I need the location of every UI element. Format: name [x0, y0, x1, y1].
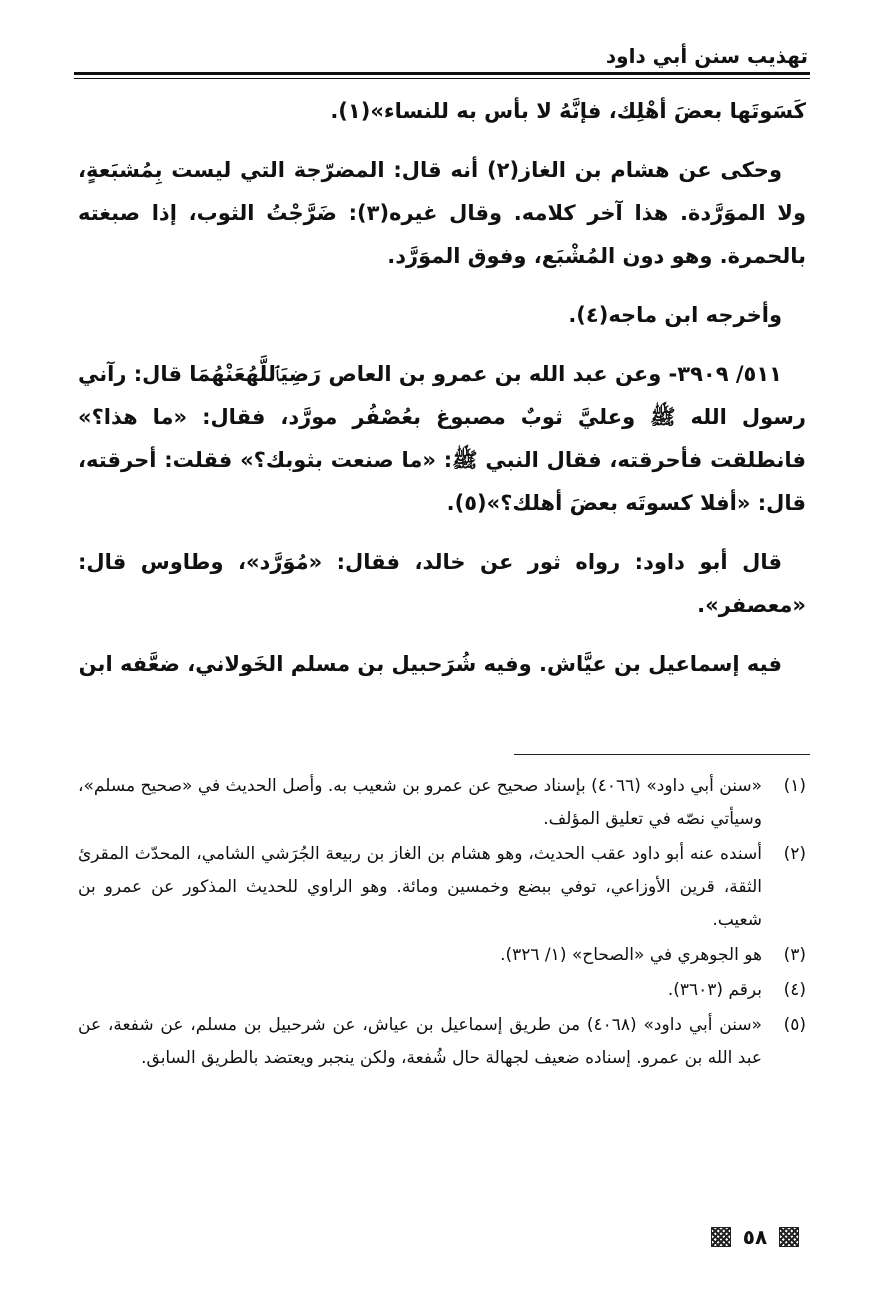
footnote [78, 770, 806, 836]
paragraph: كَسَوتَها بعضَ أهْلِك، فإنَّهُ لا بأس به للنساء»(١). [330, 99, 806, 123]
footnote [78, 939, 806, 972]
footnote [78, 838, 806, 937]
footnote [78, 974, 806, 1007]
main-text [78, 90, 806, 702]
paragraph: وحكى عن هشام بن الغاز(٢) أنه قال: المضرّجة التي ليست بِمُشبَعةٍ، ولا الموَرَّدة. هذا آخر كلامه. وقال غيره(٣): ضَرَّجْتُ الثوب، إذا صبغته بالحمرة. وهو دون المُشْبَع، وفوق الموَرَّد. [78, 158, 807, 268]
footnote [78, 1009, 806, 1075]
paragraph: وأخرجه ابن ماجه(٤). [568, 303, 782, 327]
page-number-block [696, 1222, 814, 1252]
footnote-number: (٤) [783, 980, 806, 1000]
ornament-icon [779, 1227, 799, 1247]
hadith-paragraph: ٥١١/ ٣٩٠٩- وعن عبد الله بن عمرو بن العاص رَضِيَٱللَّهُعَنْهُمَا قال: رآني رسول الله ﷺ وعليَّ ثوبٌ مصبوغ بعُصْفُر مورَّد، فقال: «ما هذا؟» فانطلقت فأحرقته، فقال النبي ﷺ: «ما صنعت بثوبك؟» فقلت: أحرقته، قال: «أفلا كسوتَه بعضَ أهلك؟»(٥). [78, 362, 806, 515]
footnote-number: (٥) [783, 1015, 806, 1035]
footnote-text: «سنن أبي داود» (٤٠٦٨) من طريق إسماعيل بن عياش، عن شرحبيل بن مسلم، عن شفعة، عن عبد الله بن عمرو. إسناده ضعيف لجهالة حال شُفعة، ولكن ينجبر ويعتضد بالطريق السابق. [78, 1015, 762, 1068]
paragraph: فيه إسماعيل بن عيَّاش. وفيه شُرَحبيل بن مسلم الخَولاني، ضعَّفه ابن [78, 652, 782, 676]
header-rule [74, 72, 810, 79]
footnote-text: أسنده عنه أبو داود عقب الحديث، وهو هشام بن الغاز بن ربيعة الجُرَشي الشامي، المحدّث المقرئ الثقة، قرين الأوزاعي، توفي ببضع وخمسين ومائة. وهو الراوي للحديث المذكور عن عمرو بن شعيب. [78, 844, 762, 930]
footnote-separator [514, 754, 810, 755]
ornament-icon [711, 1227, 731, 1247]
footnote-number: (١) [783, 776, 806, 796]
footnote-text: برقم (٣٦٠٣). [667, 980, 762, 1000]
footnote-number: (٢) [783, 844, 806, 864]
footnote-text: «سنن أبي داود» (٤٠٦٦) بإسناد صحيح عن عمرو بن شعيب به. وأصل الحديث في «صحيح مسلم»، وسيأتي نصّه في تعليق المؤلف. [78, 776, 762, 829]
running-head [74, 44, 810, 68]
footnotes [78, 770, 806, 1077]
paragraph: قال أبو داود: رواه ثور عن خالد، فقال: «مُوَرَّد»، وطاوس قال: «معصفر». [78, 550, 806, 617]
footnote-number: (٣) [783, 945, 806, 965]
footnote-text: هو الجوهري في «الصحاح» (١/ ٣٢٦). [500, 945, 762, 965]
running-head-title: تهذيب سنن أبي داود [605, 44, 808, 68]
page-number: ٥٨ [742, 1225, 768, 1249]
